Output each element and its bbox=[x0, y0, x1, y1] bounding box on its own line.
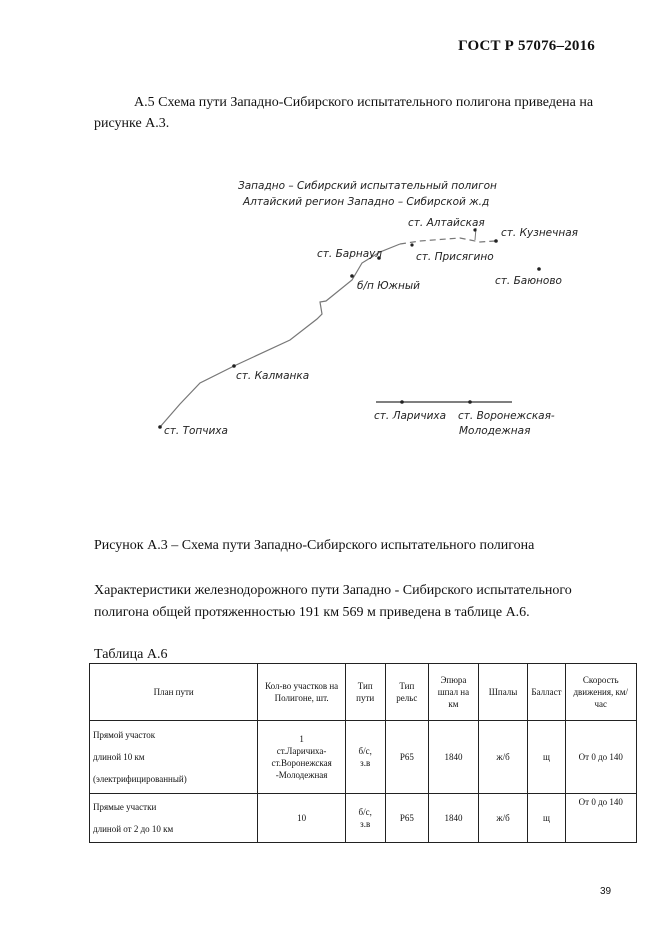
cell-rail-type: Р65 bbox=[385, 721, 429, 794]
characteristics-paragraph: Характеристики железнодорожного пути Западно - Сибирского испытательного полигона общей протяженностью 191 км 569 м приведена в таблице А.6. bbox=[94, 583, 572, 620]
cell-sleeper-density: 1840 bbox=[429, 721, 479, 794]
plan-line: длиной 10 км bbox=[93, 752, 145, 762]
station-point-larichikha bbox=[400, 400, 404, 404]
cell-ballast: щ bbox=[528, 721, 565, 794]
station-point-prisyagino bbox=[410, 243, 413, 246]
station-label-kuznechnaya: ст. Кузнечная bbox=[501, 227, 578, 239]
station-label-baunovo: ст. Баюново bbox=[495, 275, 562, 287]
header-sleepers: Шпалы bbox=[478, 664, 528, 721]
cell-rail-type: Р65 bbox=[385, 794, 429, 843]
cell-sleepers: ж/б bbox=[478, 721, 528, 794]
station-label-larichikha: ст. Ларичиха bbox=[374, 410, 447, 422]
station-label-yuzhny: б/п Южный bbox=[357, 280, 420, 292]
plan-line: Прямой участок bbox=[93, 730, 156, 740]
track-type-value: з.в bbox=[360, 819, 371, 829]
track-type-value: б/с, bbox=[358, 807, 372, 817]
header-plan: План пути bbox=[90, 664, 258, 721]
table-row bbox=[90, 721, 637, 794]
station-label-voronezhskaya-line2: Молодежная bbox=[459, 425, 531, 437]
header-speed: Скорость движения, км/час bbox=[565, 664, 636, 721]
station-label-barnaul: ст. Барнаул bbox=[317, 248, 383, 260]
table-row bbox=[90, 794, 637, 843]
station-point-voronezhskaya bbox=[468, 400, 472, 404]
cell-track-type bbox=[345, 721, 385, 794]
cell-ballast: щ bbox=[528, 794, 565, 843]
track-scheme-diagram bbox=[150, 168, 580, 448]
scheme-title-line1: Западно – Сибирский испытательный полигон bbox=[238, 180, 497, 192]
plan-line: длиной от 2 до 10 км bbox=[93, 824, 174, 834]
cell-speed: От 0 до 140 bbox=[565, 721, 636, 794]
count-note: ст.Ларичиха-ст.Воронежская -Молодежная bbox=[271, 746, 332, 780]
header-track-type: Тип пути bbox=[345, 664, 385, 721]
header-rail-type: Тип рельс bbox=[385, 664, 429, 721]
station-label-kalmanka: ст. Калманка bbox=[236, 370, 310, 382]
cell-count: 10 bbox=[258, 794, 346, 843]
cell-track-type bbox=[345, 794, 385, 843]
track-characteristics-table bbox=[89, 663, 637, 843]
cell-sleeper-density: 1840 bbox=[429, 794, 479, 843]
cell-plan bbox=[90, 794, 258, 843]
cell-sleepers: ж/б bbox=[478, 794, 528, 843]
figure-caption: Рисунок А.3 – Схема пути Западно-Сибирского испытательного полигона bbox=[94, 538, 535, 553]
standard-header: ГОСТ Р 57076–2016 bbox=[458, 38, 595, 54]
station-point-kalmanka bbox=[232, 364, 236, 368]
dashed-route-segment bbox=[400, 238, 495, 244]
station-point-yuzhny bbox=[350, 274, 354, 278]
track-type-value: б/с, bbox=[358, 746, 372, 756]
plan-line: (электрифицированный) bbox=[93, 774, 187, 784]
station-point-kuznechnaya bbox=[494, 239, 498, 243]
track-type-value: з.в bbox=[360, 758, 371, 768]
station-point-baunovo bbox=[537, 267, 541, 271]
station-label-altaiskaya: ст. Алтайская bbox=[408, 217, 485, 229]
plan-line: Прямые участки bbox=[93, 802, 157, 812]
count-value: 1 bbox=[299, 734, 304, 744]
page-number: 39 bbox=[600, 886, 612, 897]
station-label-prisyagino: ст. Присягино bbox=[416, 251, 494, 263]
cell-plan bbox=[90, 721, 258, 794]
scheme-title-line2: Алтайский регион Западно – Сибирской ж.д bbox=[243, 196, 490, 208]
cell-count bbox=[258, 721, 346, 794]
header-ballast: Балласт bbox=[528, 664, 565, 721]
header-sleeper-density: Эпюра шпал на км bbox=[429, 664, 479, 721]
table-header-row bbox=[90, 664, 637, 721]
main-route-line bbox=[160, 244, 400, 427]
header-count: Кол-во участков на Полигоне, шт. bbox=[258, 664, 346, 721]
station-label-topchikha: ст. Топчиха bbox=[164, 425, 228, 437]
cell-speed: От 0 до 140 bbox=[565, 794, 636, 843]
table-title: Таблица А.6 bbox=[94, 647, 168, 662]
station-point-topchikha bbox=[158, 425, 162, 429]
station-label-voronezhskaya-line1: ст. Воронежская- bbox=[458, 410, 555, 422]
section-a5-paragraph: А.5 Схема пути Западно-Сибирского испытательного полигона приведена на рисунке А.3. bbox=[94, 95, 594, 131]
